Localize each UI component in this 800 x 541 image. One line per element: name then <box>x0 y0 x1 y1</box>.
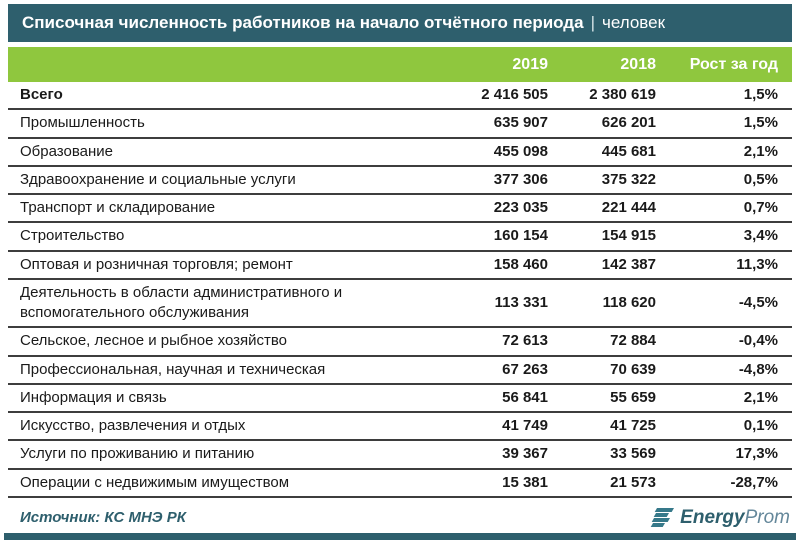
value-growth: 0,1% <box>743 417 778 434</box>
value-2019: 160 154 <box>493 227 548 245</box>
value-growth: 2,1% <box>743 388 778 406</box>
value-2019: 223 035 <box>493 199 548 216</box>
row-label: Оптовая и розничная торговля; ремонт <box>20 255 293 273</box>
row-label: Всего <box>20 86 63 103</box>
row-label: Транспорт и складирование <box>20 199 216 216</box>
footer <box>8 498 792 529</box>
row-label: Деятельность в области административного и вспомогательного обслуживания <box>20 283 343 321</box>
row-label: Сельское, лесное и рыбное хозяйство <box>20 332 288 350</box>
value-growth: 1,5% <box>743 114 778 132</box>
logo-text-energy: Energy <box>680 506 745 528</box>
energyprom-e-icon <box>651 508 675 528</box>
row-label: Здравоохранение и социальные услуги <box>20 170 296 188</box>
table-row <box>8 441 792 469</box>
row-label: Профессиональная, научная и техническая <box>20 360 326 378</box>
table-row <box>8 82 792 110</box>
value-2019: 67 263 <box>502 360 548 378</box>
value-2019: 2 416 505 <box>481 86 548 103</box>
value-2018: 445 681 <box>601 142 656 160</box>
value-2019: 455 098 <box>493 142 548 160</box>
value-2018: 2 380 619 <box>589 86 656 103</box>
title-bar <box>8 4 792 42</box>
table-row <box>8 252 792 280</box>
value-growth: 11,3% <box>736 255 778 273</box>
value-growth: 17,3% <box>735 445 778 463</box>
row-label: Информация и связь <box>20 388 167 406</box>
title-unit: человек <box>601 13 666 32</box>
bottom-accent-bar <box>4 533 796 540</box>
value-2018: 375 322 <box>601 170 656 188</box>
value-2018: 118 620 <box>602 293 656 311</box>
table-body <box>8 82 792 498</box>
table-row <box>8 195 792 223</box>
page-title: Списочная численность работников на начало отчётного периода <box>22 13 584 32</box>
value-growth: -4,5% <box>738 293 778 311</box>
value-2018: 41 725 <box>610 417 656 434</box>
value-2019: 39 367 <box>502 445 548 463</box>
row-label: Искусство, развлечения и отдых <box>20 417 246 434</box>
table-row <box>8 470 792 498</box>
source-note: Источник: КС МНЭ РК <box>20 509 186 527</box>
value-2019: 41 749 <box>502 417 548 434</box>
value-2019: 15 381 <box>502 473 548 491</box>
energyprom-logo <box>651 507 790 529</box>
value-2018: 72 884 <box>610 332 656 350</box>
value-growth: 0,5% <box>743 170 778 188</box>
value-2018: 55 659 <box>610 388 656 406</box>
value-growth: 2,1% <box>743 142 778 160</box>
table-row <box>8 139 792 167</box>
table-row <box>8 110 792 138</box>
value-2019: 113 331 <box>494 293 548 311</box>
column-header-2018: 2018 <box>620 55 656 73</box>
row-label: Операции с недвижимым имуществом <box>20 473 290 491</box>
value-growth: 1,5% <box>743 86 778 103</box>
value-growth: -4,8% <box>738 360 778 378</box>
table-row <box>8 280 792 329</box>
value-2019: 635 907 <box>493 114 548 132</box>
value-growth: -28,7% <box>730 473 778 491</box>
title-separator: | <box>590 13 595 32</box>
table-row <box>8 328 792 356</box>
table-row <box>8 385 792 413</box>
value-2018: 154 915 <box>601 227 656 245</box>
value-2018: 221 444 <box>601 199 656 216</box>
value-growth: 3,4% <box>743 227 778 245</box>
table-row <box>8 167 792 195</box>
logo-text-prom: Prom <box>744 506 790 528</box>
row-label: Строительство <box>20 227 125 245</box>
value-2019: 72 613 <box>502 332 548 350</box>
row-label: Промышленность <box>20 114 145 132</box>
table-header-row <box>8 47 792 82</box>
table-row <box>8 357 792 385</box>
value-growth: 0,7% <box>743 199 778 216</box>
value-2018: 142 387 <box>601 255 656 273</box>
table-row <box>8 413 792 441</box>
value-2018: 33 569 <box>610 445 656 463</box>
column-header-growth: Рост за год <box>689 55 778 73</box>
value-2018: 70 639 <box>610 360 656 378</box>
value-2018: 626 201 <box>601 114 656 132</box>
value-2019: 56 841 <box>502 388 548 406</box>
value-2018: 21 573 <box>610 473 656 491</box>
value-2019: 377 306 <box>493 170 548 188</box>
row-label: Услуги по проживанию и питанию <box>20 445 255 463</box>
value-2019: 158 460 <box>493 255 548 273</box>
value-growth: -0,4% <box>738 332 778 350</box>
energyprom-wordmark <box>680 507 790 529</box>
column-header-2019: 2019 <box>512 55 548 73</box>
row-label: Образование <box>20 142 113 160</box>
table-row <box>8 223 792 251</box>
